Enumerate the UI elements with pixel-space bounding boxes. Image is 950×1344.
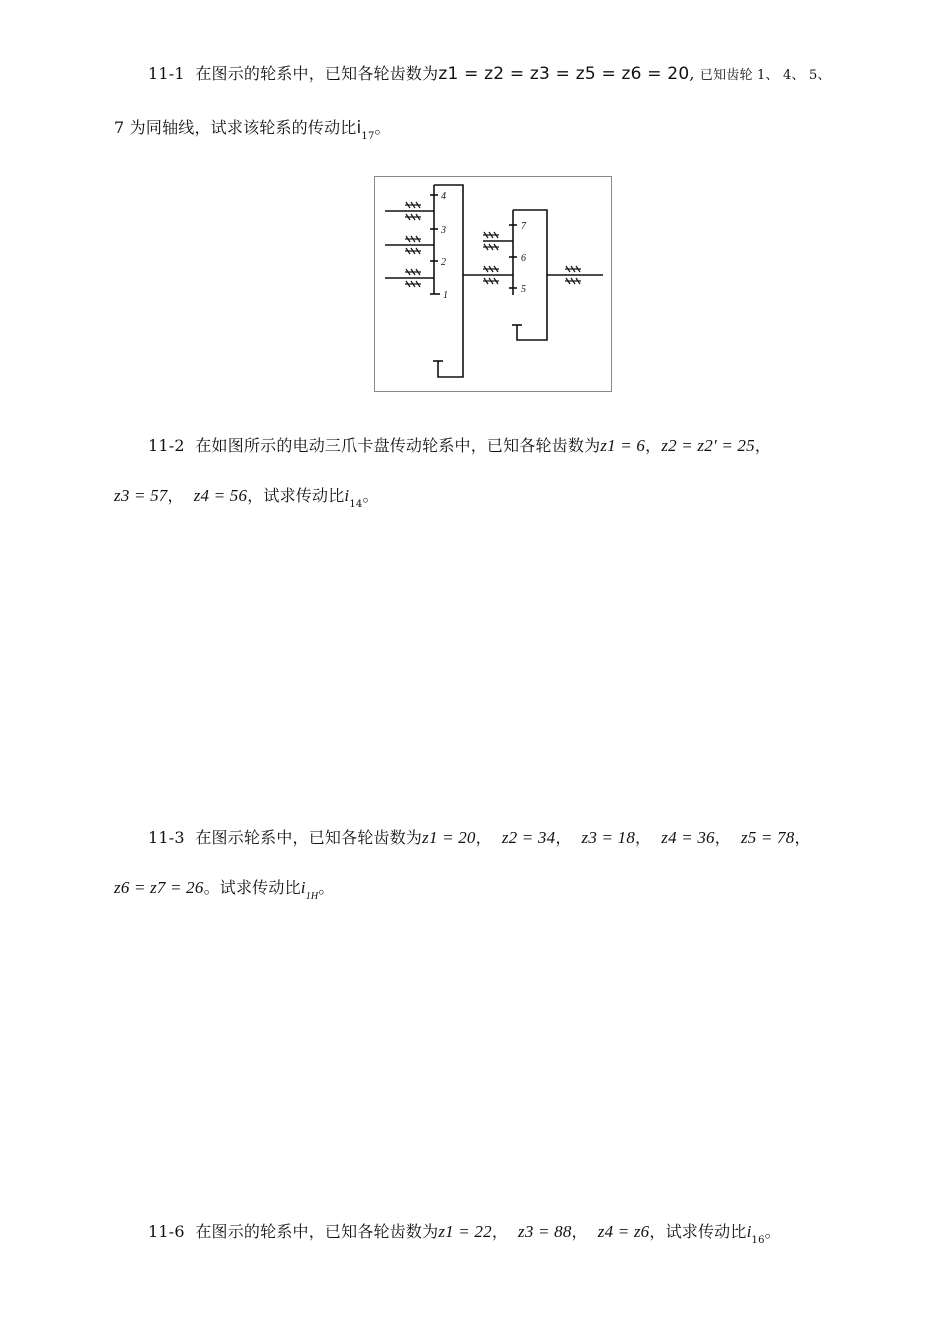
gear-label-5: 5 bbox=[521, 284, 526, 295]
gear-label-3: 3 bbox=[441, 225, 446, 236]
formula-z2: z2 = z2′ = 25 bbox=[661, 436, 755, 455]
problem-number: 11-3 bbox=[148, 828, 185, 847]
formula-z3: z3 = 57 bbox=[114, 486, 168, 505]
carrier-frame-left bbox=[434, 185, 463, 377]
gear-train-diagram bbox=[375, 177, 611, 391]
ratio-symbol: i bbox=[300, 878, 306, 897]
ratio-subscript: 14 bbox=[349, 499, 363, 510]
problem-number: 11-2 bbox=[148, 436, 185, 455]
gear-label-2: 2 bbox=[441, 257, 446, 268]
formula-z3: z3 = 18 bbox=[581, 828, 636, 847]
ratio-subscript: 1H bbox=[305, 891, 319, 902]
problem-number: 11-6 bbox=[148, 1222, 185, 1241]
formula-z2: z2 = 34 bbox=[501, 828, 556, 847]
formula-z4: z4 = 56 bbox=[193, 486, 248, 505]
ratio-subscript: 17 bbox=[361, 131, 375, 142]
problem-text: 在如图所示的电动三爪卡盘传动轮系中，已知各轮齿数为 bbox=[195, 436, 601, 455]
carrier-frame-right bbox=[513, 210, 547, 340]
formula-z4-z6: z4 = z6 bbox=[597, 1222, 650, 1241]
gear-label-4: 4 bbox=[441, 191, 446, 202]
ratio-symbol: i bbox=[356, 118, 362, 138]
formula-z1: z1 = 20 bbox=[422, 828, 476, 847]
formula-teeth-equal: z1 = z2 = z3 = z5 = z6 = 20 bbox=[438, 64, 690, 84]
problem-number: 11-1 bbox=[148, 64, 185, 83]
ratio-subscript: 16 bbox=[751, 1235, 765, 1246]
problem-text: 试求传动比 bbox=[665, 1222, 747, 1241]
problem-text: 7 为同轴线，试求该轮系的传动比 bbox=[114, 118, 357, 137]
problem-11-1-line-2: 7 为同轴线，试求该轮系的传动比$i_{17}$。 bbox=[114, 118, 391, 142]
formula-z3: z3 = 88 bbox=[518, 1222, 572, 1241]
formula-z4: z4 = 36 bbox=[661, 828, 715, 847]
problem-11-6-line-1: 11-6 在图示的轮系中，已知各轮齿数为z1 = 22， z3 = 88， z4 = z6，试求传动比$i_{16}$。 bbox=[148, 1222, 781, 1246]
problem-text: 在图示轮系中，已知各轮齿数为 bbox=[195, 828, 423, 847]
gear-label-1: 1 bbox=[443, 290, 448, 301]
problem-text: 在图示的轮系中，已知各轮齿数为 bbox=[195, 1222, 439, 1241]
formula-z5: z5 = 78 bbox=[740, 828, 795, 847]
formula-z1: z1 = 22 bbox=[438, 1222, 492, 1241]
problem-text: 。试求传动比 bbox=[203, 878, 301, 897]
gear-label-7: 7 bbox=[521, 221, 526, 232]
gear-train-figure bbox=[374, 176, 612, 392]
problem-text-coaxial: 已知齿轮 1、 4、 5、 bbox=[699, 68, 831, 83]
gear-label-6: 6 bbox=[521, 253, 526, 264]
problem-11-2-line-1: 11-2 在如图所示的电动三爪卡盘传动轮系中，已知各轮齿数为z1 = 6，z2 = z2′ = 25， bbox=[148, 436, 772, 455]
problem-text: 试求传动比 bbox=[263, 486, 345, 505]
problem-11-3-line-2: z6 = z7 = 26。试求传动比$i_{1H}$。 bbox=[114, 878, 335, 902]
ratio-symbol: i bbox=[344, 486, 350, 505]
problem-11-1-line-1: 11-1 在图示的轮系中，已知各轮齿数为z1 = z2 = z3 = z5 = z6 = 20, 已知齿轮 1、 4、 5、 bbox=[148, 64, 831, 84]
ratio-symbol: i bbox=[746, 1222, 752, 1241]
formula-z1: z1 = 6 bbox=[600, 436, 646, 455]
formula-z6-z7: z6 = z7 = 26 bbox=[114, 878, 204, 897]
problem-text: 在图示的轮系中，已知各轮齿数为 bbox=[195, 64, 439, 83]
problem-11-2-line-2: z3 = 57， z4 = 56，试求传动比$i_{14}$。 bbox=[114, 486, 379, 510]
problem-11-3-line-1: 11-3 在图示轮系中，已知各轮齿数为z1 = 20， z2 = 34， z3 = 18， z4 = 36， z5 = 78， bbox=[148, 828, 811, 847]
